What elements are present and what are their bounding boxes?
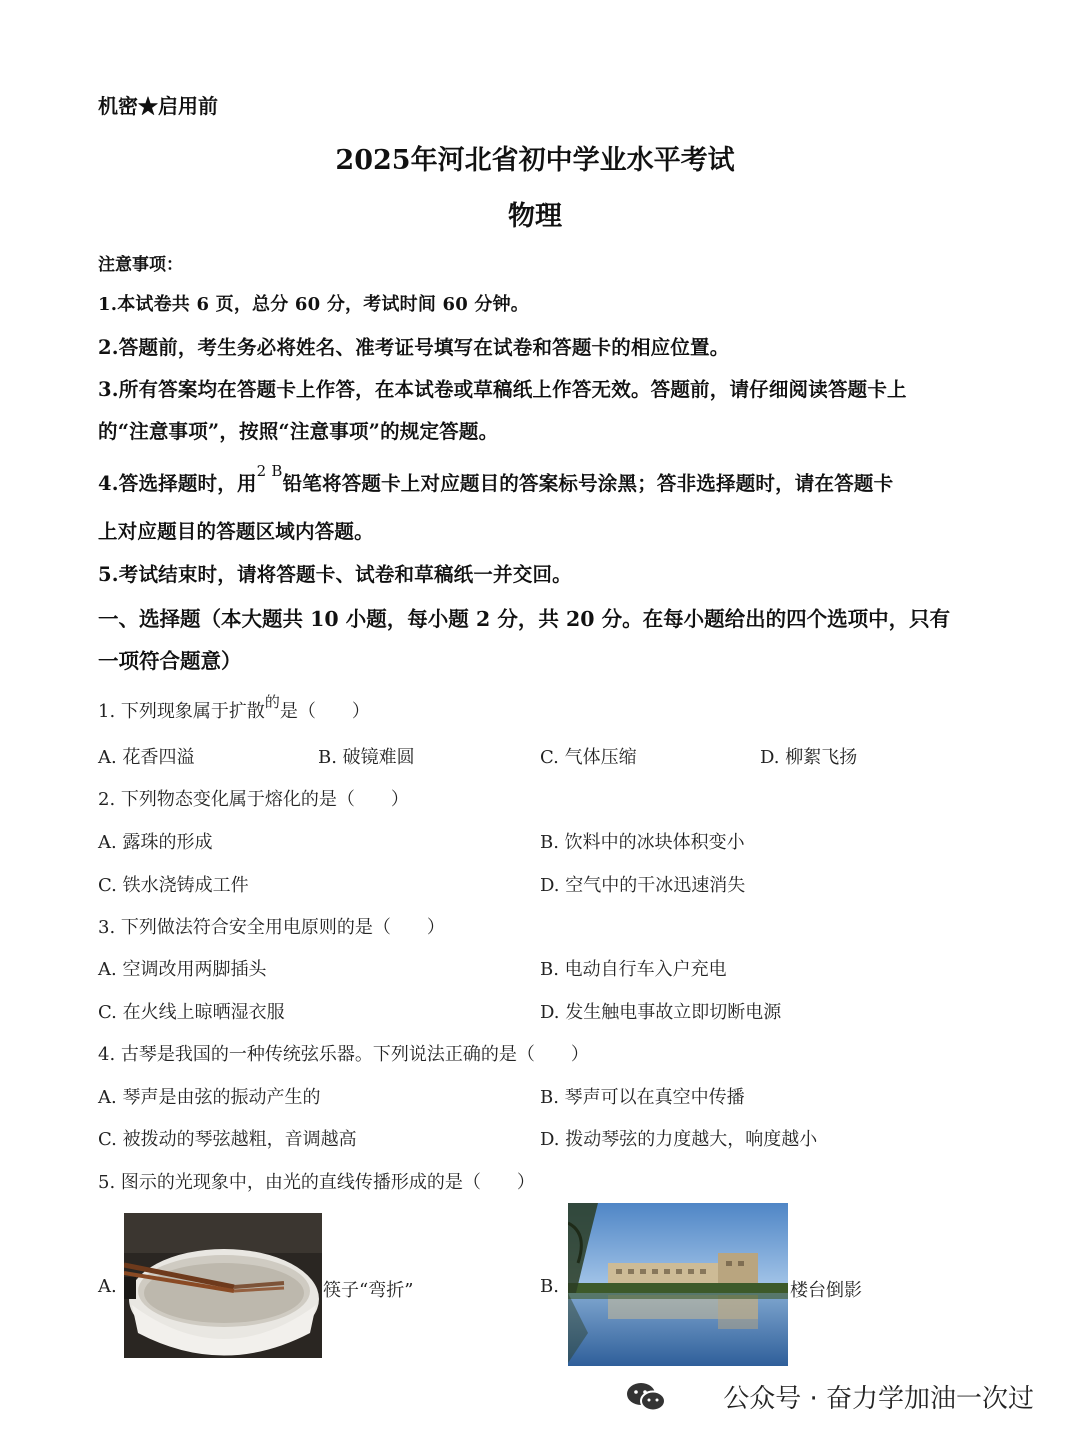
chopsticks-bowl-illustration [124, 1213, 322, 1358]
exam-title: 2025年河北省初中学业水平考试 [335, 145, 735, 176]
question-1-option-d: D. 柳絮飞扬 [760, 747, 858, 768]
question-2-option-d: D. 空气中的干冰迅速消失 [540, 875, 746, 896]
question-4-option-c: C. 被拨动的琴弦越粗，音调越高 [98, 1129, 357, 1150]
question-5-option-a-text: 筷子“弯折” [323, 1280, 414, 1301]
question-4-option-b: B. 琴声可以在真空中传播 [540, 1087, 745, 1108]
section-heading-line2: 一项符合题意） [98, 649, 242, 673]
question-5-option-b-label: B. [540, 1276, 559, 1297]
question-5-option-a-label: A. [98, 1276, 117, 1297]
wechat-icon [626, 1381, 666, 1413]
question-5-stem: 5. 图示的光现象中，由光的直线传播形成的是（ ） [98, 1172, 535, 1193]
notice-item-4 [98, 462, 894, 496]
notice-item-3: 3.所有答案均在答题卡上作答，在本试卷或草稿纸上作答无效。答题前，请仔细阅读答题卡上 [98, 378, 907, 401]
question-3-option-a: A. 空调改用两脚插头 [98, 959, 267, 980]
building-reflection-image [568, 1203, 788, 1366]
question-1-stem [98, 693, 370, 723]
question-2-option-a: A. 露珠的形成 [98, 832, 213, 853]
subject-title: 物理 [508, 201, 562, 232]
notice-heading: 注意事项： [98, 255, 183, 275]
notice-item-3-cont: 的“注意事项”，按照“注意事项”的规定答题。 [98, 420, 499, 443]
section-heading-line1: 一、选择题（本大题共 10 小题，每小题 2 分，共 20 分。在每小题给出的四个选项中，只有 [98, 607, 951, 631]
question-2-stem: 2. 下列物态变化属于熔化的是（ ） [98, 789, 409, 810]
confidential-label: 机密★启用前 [98, 94, 218, 118]
question-1-option-a: A. 花香四溢 [98, 747, 195, 768]
notice-item-5: 5.考试结束时，请将答题卡、试卷和草稿纸一并交回。 [98, 563, 572, 586]
notice-item-2: 2.答题前，考生务必将姓名、准考证号填写在试卷和答题卡的相应位置。 [98, 336, 730, 359]
question-4-option-a: A. 琴声是由弦的振动产生的 [98, 1087, 321, 1108]
question-3-option-c: C. 在火线上晾晒湿衣服 [98, 1002, 285, 1023]
building-reflection-illustration [568, 1203, 788, 1366]
question-1-stem-b: 是（ ） [279, 701, 370, 722]
question-2-option-c: C. 铁水浇铸成工件 [98, 875, 249, 896]
notice-item-4-b: 铅笔将答题卡上对应题目的答案标号涂黑；答非选择题时，请在答题卡 [282, 472, 894, 495]
chopsticks-bowl-image [124, 1213, 322, 1358]
notice-item-1: 1.本试卷共 6 页，总分 60 分，考试时间 60 分钟。 [98, 294, 530, 315]
question-3-option-d: D. 发生触电事故立即切断电源 [540, 1002, 782, 1023]
notice-item-4-a: 4.答选择题时，用 [98, 472, 257, 495]
question-4-stem: 4. 古琴是我国的一种传统弦乐器。下列说法正确的是（ ） [98, 1044, 589, 1065]
question-1-stem-a: 1. 下列现象属于扩散 [98, 701, 265, 722]
question-4-option-d: D. 拨动琴弦的力度越大，响度越小 [540, 1129, 818, 1150]
question-3-stem: 3. 下列做法符合安全用电原则的是（ ） [98, 917, 445, 938]
notice-item-4-2b: 2 B [256, 462, 283, 480]
question-3-option-b: B. 电动自行车入户充电 [540, 959, 727, 980]
question-1-option-b: B. 破镜难圆 [318, 747, 415, 768]
question-1-option-c: C. 气体压缩 [540, 747, 637, 768]
footer-watermark: 公众号 · 奋力学加油一次过 [723, 1384, 1034, 1414]
question-5-option-b-text: 楼台倒影 [790, 1280, 862, 1301]
question-2-option-b: B. 饮料中的冰块体积变小 [540, 832, 745, 853]
question-1-stem-sup: 的 [264, 693, 280, 711]
notice-item-4-cont: 上对应题目的答题区域内答题。 [98, 520, 374, 543]
